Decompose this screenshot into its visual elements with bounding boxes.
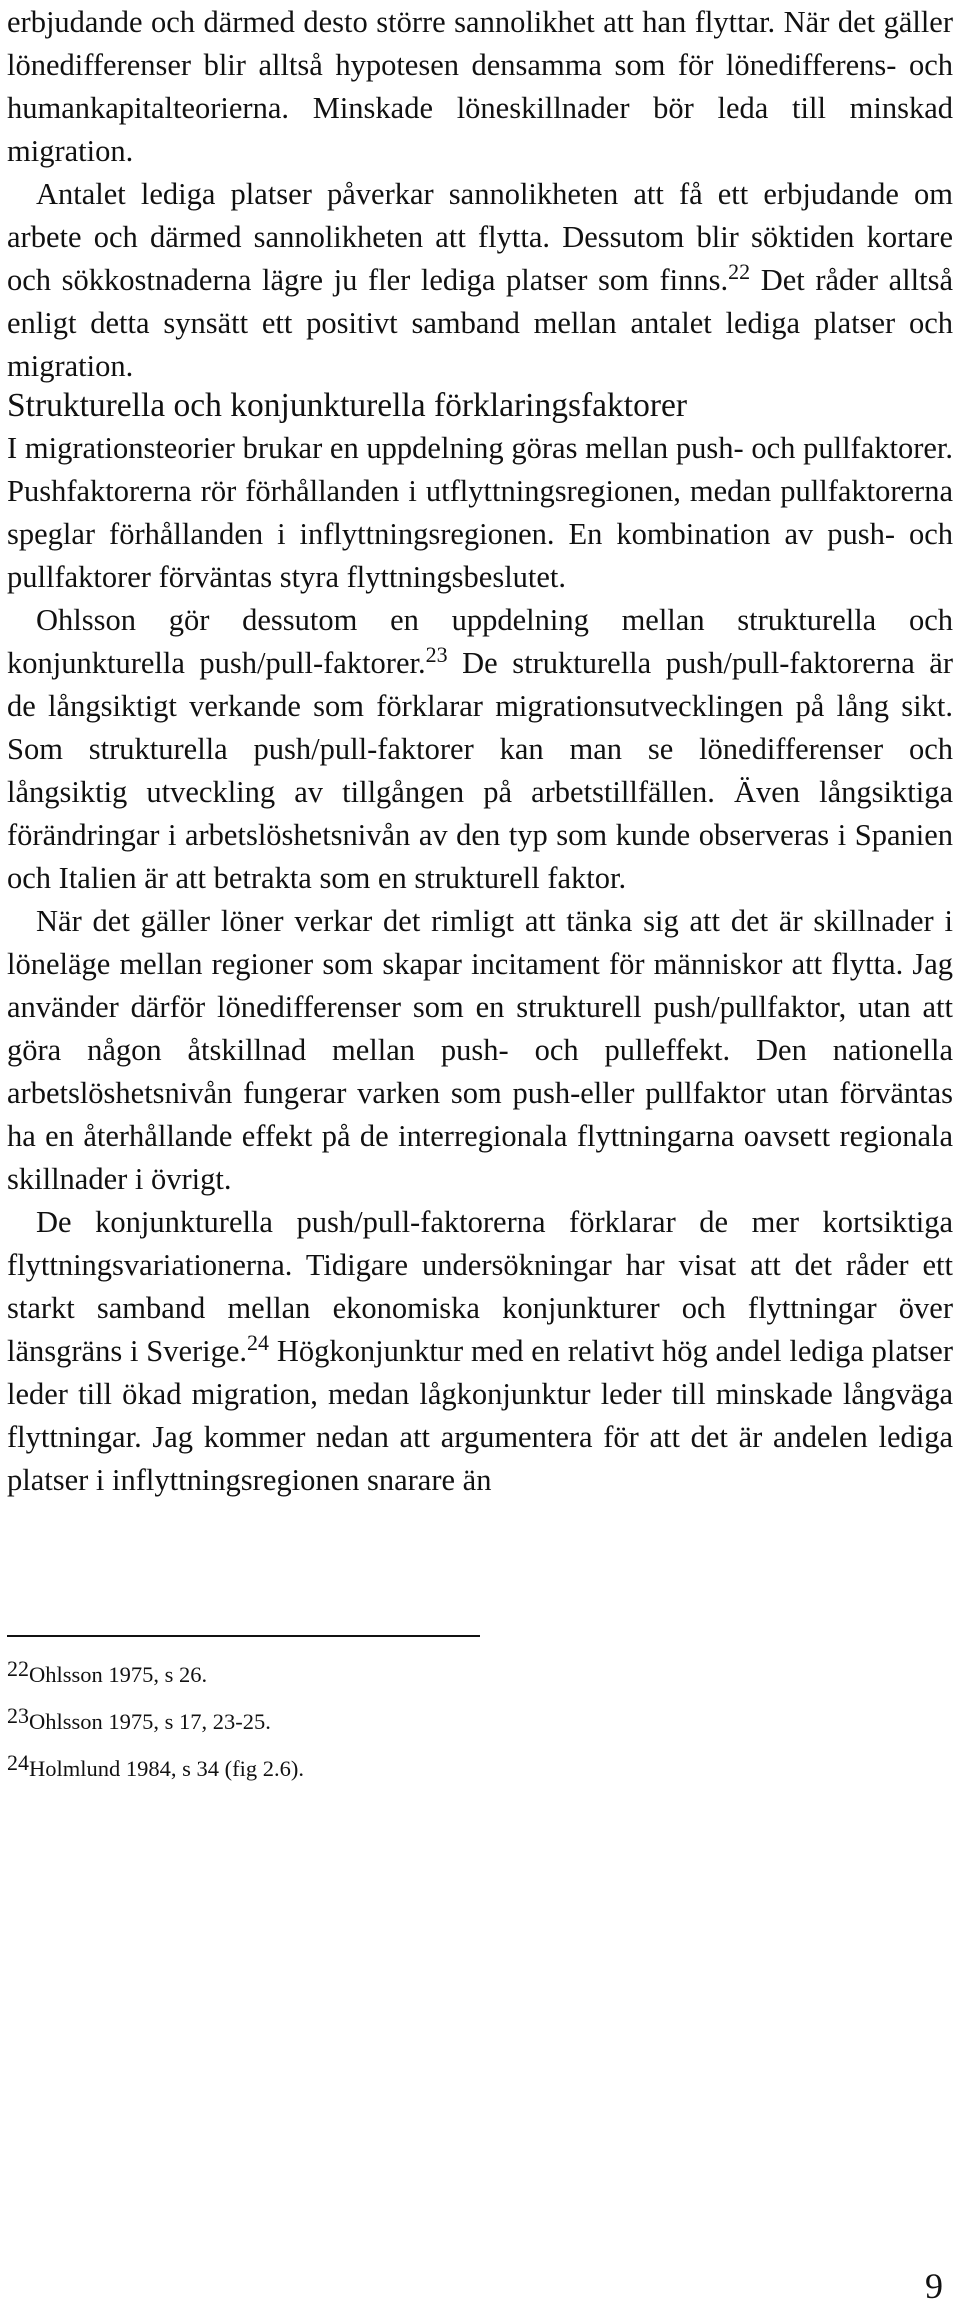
paragraph-text: erbjudande och därmed desto större sannolikhet att han flyttar. När det gäller lönedifferenser blir alltså hypotesen densamma som för lönedifferens- och humankapitalteorierna. Minskade löneskillnader bör leda till minskad migration.: [7, 5, 953, 168]
footnote-reference: 24: [247, 1330, 270, 1355]
footnote-divider: [7, 1635, 480, 1637]
footnote-text: Ohlsson 1975, s 17, 23-25.: [29, 1709, 271, 1734]
page-number: 9: [925, 2266, 943, 2306]
paragraph-text: Det råder alltså enligt detta synsätt ett positivt samband mellan antalet lediga platser och migration.: [7, 263, 953, 383]
paragraph-text: När det gäller löner verkar det rimligt att tänka sig att det är skillnader i löneläge mellan regioner som skapar incitament för människor att flytta. Jag använder därför lönedifferenser som en strukturell push/pullfaktor, utan att göra någon åtskillnad mellan push- och pulleffekt. Den nationella arbetslöshetsnivån fungerar varken som push-eller pullfaktor utan förväntas ha en återhållande effekt på de interregionala flyttningarna oavsett regionala skillnader i övrigt.: [7, 904, 953, 1196]
paragraph-text: I migrationsteorier brukar en uppdelning göras mellan push- och pullfaktorer. Pushfaktorerna rör förhållanden i utflyttningsregionen, medan pullfaktorerna speglar förhållanden i inflyttningsregionen. En kombination av push- och pullfaktorer förväntas styra flyttningsbeslutet.: [7, 431, 953, 594]
paragraph-text: Antalet lediga platser påverkar sannolikheten att få ett erbjudande om arbete och därmed sannolikheten att flytta. Dessutom blir söktiden kortare och sökkostnaderna lägre ju fler lediga platser som finns.: [7, 177, 953, 297]
paragraph: [7, 1, 953, 173]
body-text-main: [7, 427, 953, 1502]
paragraph-text: Högkonjunktur med en relativt hög andel lediga platser leder till ökad migration, medan lågkonjunktur leder till minskade långväga flyttningar. Jag kommer nedan att argumentera för att det är andelen lediga platser i inflyttningsregionen snarare än: [7, 1334, 953, 1497]
paragraph-text: Ohlsson gör dessutom en uppdelning mellan strukturella och konjunkturella push/pull-faktorer.: [7, 603, 953, 680]
footnote: [7, 1742, 907, 1789]
footnote-text: Ohlsson 1975, s 26.: [29, 1662, 208, 1687]
footnote-reference: 23: [425, 642, 448, 667]
paragraph: [7, 427, 953, 599]
footnote-number: 22: [7, 1656, 29, 1681]
footnote-number: 24: [7, 1750, 29, 1775]
footnote-list: [7, 1648, 907, 1789]
footnote-text: Holmlund 1984, s 34 (fig 2.6).: [29, 1756, 304, 1781]
paragraph: [7, 900, 953, 1201]
paragraph-text: De konjunkturella push/pull-faktorerna förklarar de mer kortsiktiga flyttningsvariationerna. Tidigare undersökningar har visat att det råder ett starkt samband mellan ekonomiska konjunkturer och flyttningar över länsgräns i Sverige.: [7, 1205, 953, 1368]
paragraph: [7, 1201, 953, 1502]
paragraph: [7, 173, 953, 388]
footnote-reference: 22: [728, 259, 751, 284]
paragraph-text: De strukturella push/pull-faktorerna är de långsiktigt verkande som förklarar migrationsutvecklingen på lång sikt. Som strukturella push/pull-faktorer kan man se lönedifferenser och långsiktig utveckling av tillgången på arbetstillfällen. Även långsiktiga förändringar i arbetslöshetsnivån av den typ som kunde observeras i Spanien och Italien är att betrakta som en strukturell faktor.: [7, 646, 953, 895]
footnote-number: 23: [7, 1703, 29, 1728]
body-text-top: [7, 1, 953, 388]
paragraph: [7, 599, 953, 900]
footnote: [7, 1648, 907, 1695]
section-heading: Strukturella och konjunkturella förklaringsfaktorer: [7, 387, 688, 424]
footnote: [7, 1695, 907, 1742]
